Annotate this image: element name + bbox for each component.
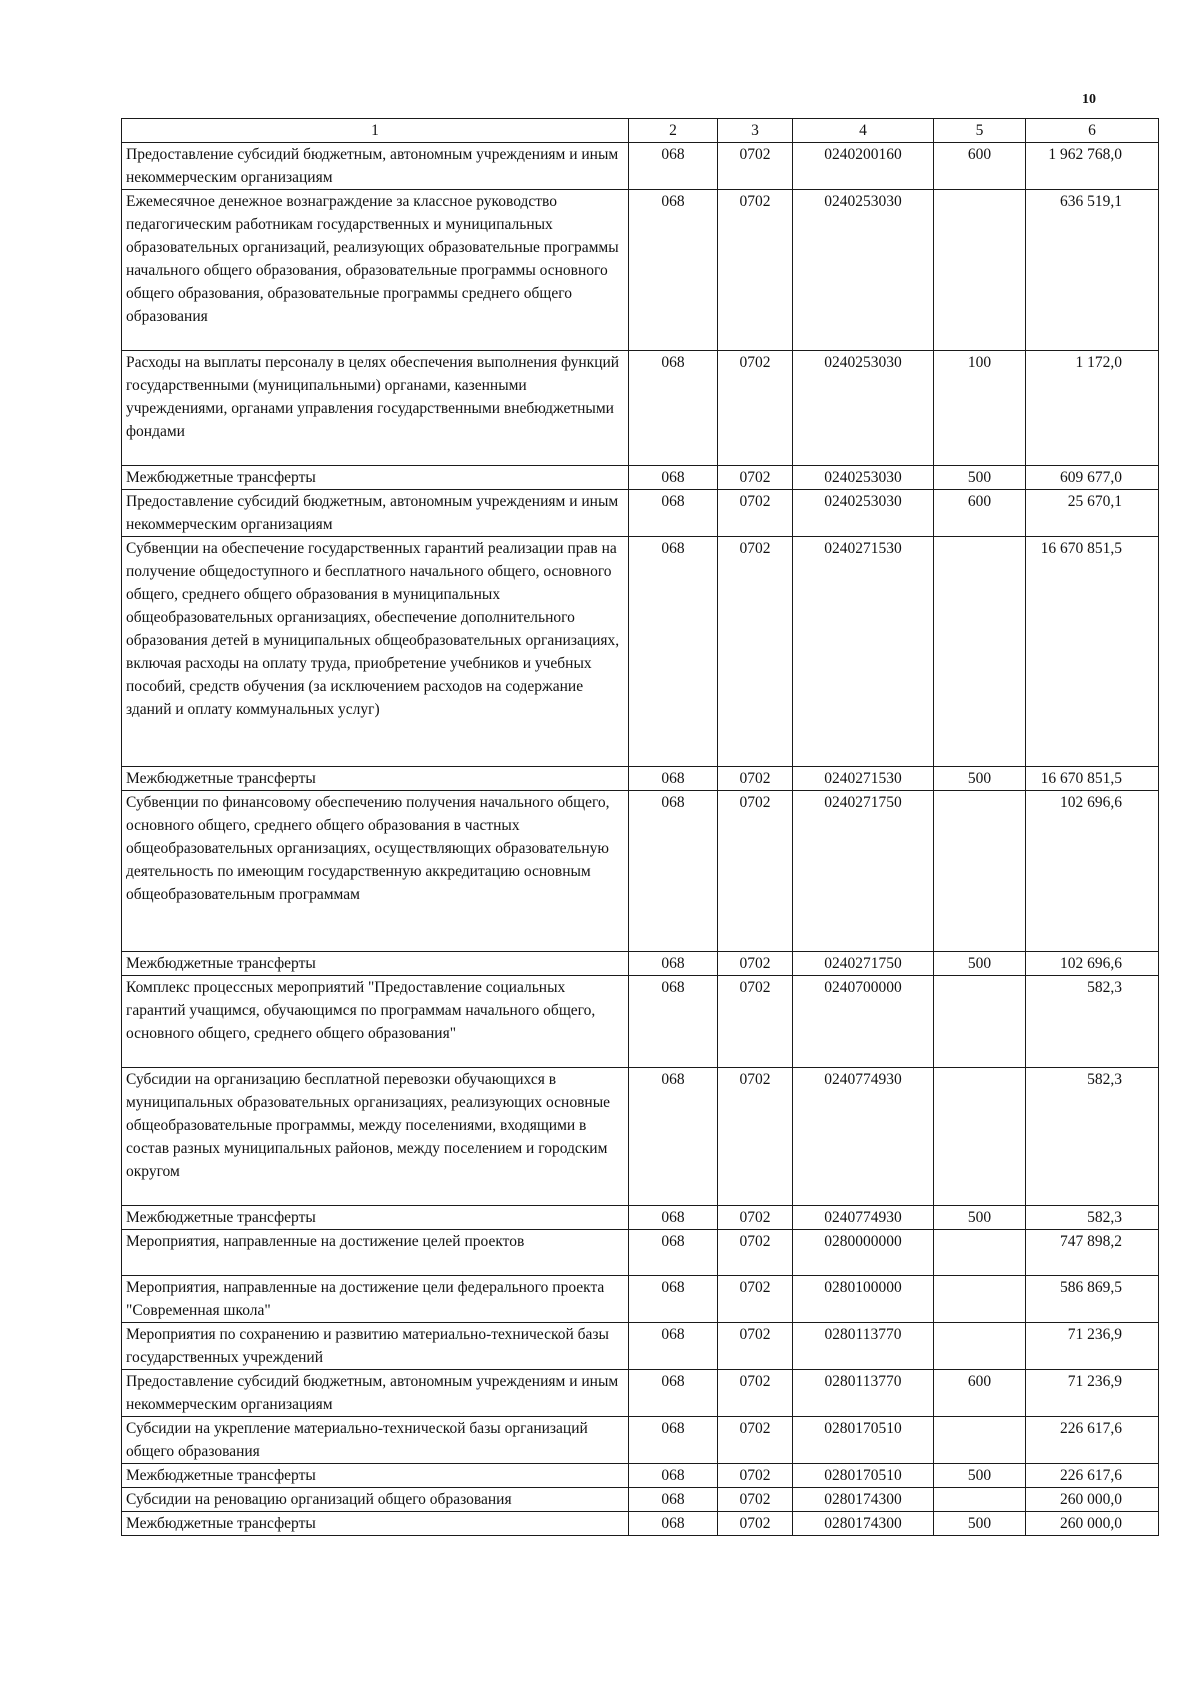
budget-table — [121, 118, 1159, 1536]
cell-section: 0702 — [718, 1230, 793, 1276]
table-row — [122, 490, 1159, 537]
cell-target-code: 0240271530 — [793, 767, 934, 791]
cell-name: Мероприятия, направленные на достижение цели федерального проекта "Современная школа" — [122, 1276, 629, 1323]
cell-amount: 71 236,9 — [1026, 1370, 1159, 1417]
col-header-target: 4 — [793, 119, 934, 143]
cell-grbs: 068 — [629, 1230, 718, 1276]
cell-name: Субвенции по финансовому обеспечению получения начального общего, основного общего, среднего общего образования в частных общеобразовательных организациях, осуществляющих образовательную деятельность по имеющим государственную аккредитацию основным общеобразовательным программам — [122, 791, 629, 952]
cell-section: 0702 — [718, 1323, 793, 1370]
cell-amount: 226 617,6 — [1026, 1464, 1159, 1488]
cell-grbs: 068 — [629, 351, 718, 466]
cell-grbs: 068 — [629, 1276, 718, 1323]
cell-target-code: 0280170510 — [793, 1417, 934, 1464]
table-row — [122, 190, 1159, 351]
table-body — [122, 143, 1159, 1536]
table-row — [122, 1370, 1159, 1417]
cell-grbs: 068 — [629, 1512, 718, 1536]
cell-amount: 260 000,0 — [1026, 1512, 1159, 1536]
cell-grbs: 068 — [629, 1417, 718, 1464]
cell-section: 0702 — [718, 466, 793, 490]
cell-expense-type — [934, 1068, 1026, 1206]
cell-name: Субвенции на обеспечение государственных гарантий реализации прав на получение общедоступного и бесплатного начального общего, основного общего, среднего общего образования в муниципальных общеобразовательных организациях, обеспечение дополнительного образования детей в муниципальных общеобразовательных организациях, включая расходы на оплату труда, приобретение учебников и учебных пособий, средств обучения (за исключением расходов на содержание зданий и оплату коммунальных услуг) — [122, 537, 629, 767]
cell-section: 0702 — [718, 1512, 793, 1536]
cell-name: Межбюджетные трансферты — [122, 1512, 629, 1536]
cell-expense-type — [934, 1488, 1026, 1512]
table-row — [122, 537, 1159, 767]
cell-name: Субсидии на укрепление материально-технической базы организаций общего образования — [122, 1417, 629, 1464]
cell-grbs: 068 — [629, 1370, 718, 1417]
cell-amount: 582,3 — [1026, 1068, 1159, 1206]
cell-target-code: 0280000000 — [793, 1230, 934, 1276]
cell-amount: 1 172,0 — [1026, 351, 1159, 466]
table-row — [122, 1464, 1159, 1488]
cell-section: 0702 — [718, 976, 793, 1068]
cell-name: Ежемесячное денежное вознаграждение за классное руководство педагогическим работникам государственных и муниципальных образовательных организаций, реализующих образовательные программы начального общего образования, образовательные программы основного общего образования, образовательные программы среднего общего образования — [122, 190, 629, 351]
cell-amount: 71 236,9 — [1026, 1323, 1159, 1370]
cell-section: 0702 — [718, 190, 793, 351]
cell-expense-type — [934, 190, 1026, 351]
table-row — [122, 976, 1159, 1068]
table-row — [122, 1488, 1159, 1512]
cell-amount: 636 519,1 — [1026, 190, 1159, 351]
table-row — [122, 1417, 1159, 1464]
table-row — [122, 1512, 1159, 1536]
table-row — [122, 1276, 1159, 1323]
cell-amount: 102 696,6 — [1026, 952, 1159, 976]
cell-grbs: 068 — [629, 143, 718, 190]
cell-target-code: 0240774930 — [793, 1206, 934, 1230]
cell-amount: 582,3 — [1026, 976, 1159, 1068]
cell-name: Мероприятия по сохранению и развитию материально-технической базы государственных учреждений — [122, 1323, 629, 1370]
cell-name: Мероприятия, направленные на достижение целей проектов — [122, 1230, 629, 1276]
cell-expense-type — [934, 1417, 1026, 1464]
page-number: 10 — [1082, 92, 1096, 107]
cell-name: Межбюджетные трансферты — [122, 466, 629, 490]
cell-name: Межбюджетные трансферты — [122, 952, 629, 976]
table-row — [122, 791, 1159, 952]
cell-grbs: 068 — [629, 1464, 718, 1488]
cell-grbs: 068 — [629, 1068, 718, 1206]
cell-expense-type: 500 — [934, 1464, 1026, 1488]
cell-section: 0702 — [718, 1464, 793, 1488]
cell-expense-type: 500 — [934, 1512, 1026, 1536]
cell-grbs: 068 — [629, 190, 718, 351]
cell-name: Расходы на выплаты персоналу в целях обеспечения выполнения функций государственными (муниципальными) органами, казенными учреждениями, органами управления государственными внебюджетными фондами — [122, 351, 629, 466]
col-header-amount: 6 — [1026, 119, 1159, 143]
cell-target-code: 0240271750 — [793, 952, 934, 976]
cell-expense-type: 600 — [934, 490, 1026, 537]
cell-grbs: 068 — [629, 1206, 718, 1230]
cell-amount: 25 670,1 — [1026, 490, 1159, 537]
cell-target-code: 0240271750 — [793, 791, 934, 952]
table-row — [122, 1068, 1159, 1206]
cell-target-code: 0240253030 — [793, 490, 934, 537]
table-row — [122, 466, 1159, 490]
cell-amount: 16 670 851,5 — [1026, 767, 1159, 791]
cell-target-code: 0240253030 — [793, 351, 934, 466]
cell-expense-type — [934, 1276, 1026, 1323]
cell-section: 0702 — [718, 537, 793, 767]
cell-grbs: 068 — [629, 767, 718, 791]
table-row — [122, 1206, 1159, 1230]
cell-target-code: 0240200160 — [793, 143, 934, 190]
cell-name: Предоставление субсидий бюджетным, автономным учреждениям и иным некоммерческим организациям — [122, 490, 629, 537]
col-header-grbs: 2 — [629, 119, 718, 143]
cell-target-code: 0280170510 — [793, 1464, 934, 1488]
cell-expense-type: 500 — [934, 952, 1026, 976]
cell-target-code: 0240700000 — [793, 976, 934, 1068]
cell-section: 0702 — [718, 351, 793, 466]
cell-expense-type — [934, 1323, 1026, 1370]
cell-name: Межбюджетные трансферты — [122, 1464, 629, 1488]
cell-name: Субсидии на организацию бесплатной перевозки обучающихся в муниципальных образовательных организациях, реализующих основные общеобразовательные программы, между поселениями, входящими в состав разных муниципальных районов, между поселением и городским округом — [122, 1068, 629, 1206]
cell-expense-type: 600 — [934, 1370, 1026, 1417]
table-row — [122, 952, 1159, 976]
table-row — [122, 143, 1159, 190]
cell-amount: 582,3 — [1026, 1206, 1159, 1230]
cell-amount: 609 677,0 — [1026, 466, 1159, 490]
col-header-section: 3 — [718, 119, 793, 143]
cell-target-code: 0240271530 — [793, 537, 934, 767]
cell-amount: 16 670 851,5 — [1026, 537, 1159, 767]
cell-section: 0702 — [718, 1370, 793, 1417]
cell-expense-type — [934, 976, 1026, 1068]
cell-grbs: 068 — [629, 466, 718, 490]
cell-section: 0702 — [718, 767, 793, 791]
cell-section: 0702 — [718, 1417, 793, 1464]
col-header-vr: 5 — [934, 119, 1026, 143]
cell-section: 0702 — [718, 791, 793, 952]
header-row — [122, 119, 1159, 143]
cell-expense-type — [934, 791, 1026, 952]
col-header-name: 1 — [122, 119, 629, 143]
cell-target-code: 0280174300 — [793, 1488, 934, 1512]
cell-grbs: 068 — [629, 490, 718, 537]
cell-expense-type: 100 — [934, 351, 1026, 466]
table-row — [122, 1230, 1159, 1276]
cell-section: 0702 — [718, 1068, 793, 1206]
cell-target-code: 0280100000 — [793, 1276, 934, 1323]
cell-name: Межбюджетные трансферты — [122, 1206, 629, 1230]
cell-amount: 226 617,6 — [1026, 1417, 1159, 1464]
cell-expense-type: 600 — [934, 143, 1026, 190]
cell-target-code: 0280174300 — [793, 1512, 934, 1536]
cell-amount: 747 898,2 — [1026, 1230, 1159, 1276]
cell-grbs: 068 — [629, 952, 718, 976]
cell-target-code: 0240774930 — [793, 1068, 934, 1206]
cell-section: 0702 — [718, 952, 793, 976]
cell-name: Предоставление субсидий бюджетным, автономным учреждениям и иным некоммерческим организациям — [122, 143, 629, 190]
cell-expense-type — [934, 1230, 1026, 1276]
cell-grbs: 068 — [629, 537, 718, 767]
cell-name: Межбюджетные трансферты — [122, 767, 629, 791]
cell-section: 0702 — [718, 1206, 793, 1230]
cell-grbs: 068 — [629, 976, 718, 1068]
cell-expense-type: 500 — [934, 767, 1026, 791]
cell-grbs: 068 — [629, 1488, 718, 1512]
cell-amount: 260 000,0 — [1026, 1488, 1159, 1512]
cell-grbs: 068 — [629, 1323, 718, 1370]
cell-section: 0702 — [718, 490, 793, 537]
cell-expense-type: 500 — [934, 1206, 1026, 1230]
table-row — [122, 351, 1159, 466]
cell-amount: 586 869,5 — [1026, 1276, 1159, 1323]
cell-section: 0702 — [718, 1488, 793, 1512]
table-row — [122, 1323, 1159, 1370]
cell-target-code: 0240253030 — [793, 190, 934, 351]
table-row — [122, 767, 1159, 791]
cell-amount: 1 962 768,0 — [1026, 143, 1159, 190]
cell-target-code: 0240253030 — [793, 466, 934, 490]
cell-section: 0702 — [718, 1276, 793, 1323]
cell-name: Предоставление субсидий бюджетным, автономным учреждениям и иным некоммерческим организациям — [122, 1370, 629, 1417]
cell-expense-type — [934, 537, 1026, 767]
cell-name: Комплекс процессных мероприятий "Предоставление социальных гарантий учащимся, обучающимся по программам начального общего, основного общего, среднего общего образования" — [122, 976, 629, 1068]
cell-section: 0702 — [718, 143, 793, 190]
cell-expense-type: 500 — [934, 466, 1026, 490]
cell-target-code: 0280113770 — [793, 1323, 934, 1370]
cell-grbs: 068 — [629, 791, 718, 952]
cell-amount: 102 696,6 — [1026, 791, 1159, 952]
cell-target-code: 0280113770 — [793, 1370, 934, 1417]
cell-name: Субсидии на реновацию организаций общего образования — [122, 1488, 629, 1512]
